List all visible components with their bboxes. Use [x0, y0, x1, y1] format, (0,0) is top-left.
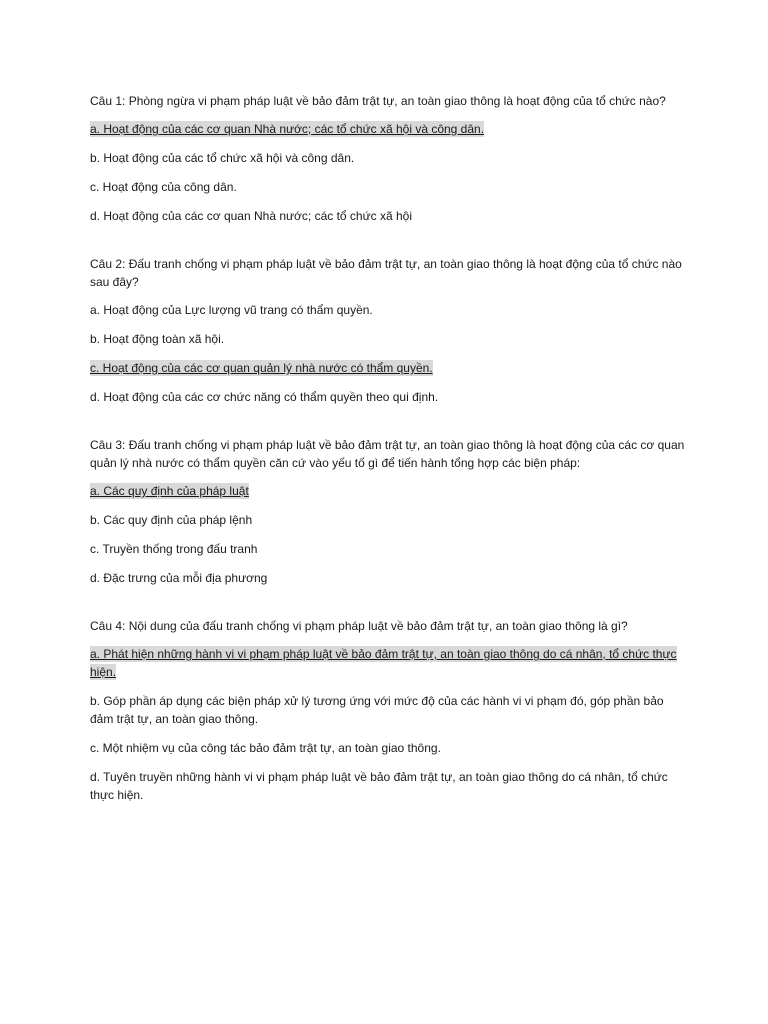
question-block-1	[90, 92, 690, 225]
answer-option-d: d. Hoạt động của các cơ quan Nhà nước; các tổ chức xã hội	[90, 209, 412, 223]
answer-option-d: d. Đặc trưng của mỗi địa phương	[90, 571, 268, 585]
highlighted-correct-answer: a. Hoạt động của các cơ quan Nhà nước; các tổ chức xã hội và công dân.	[90, 122, 485, 136]
question-block-4	[90, 617, 690, 804]
answer-option-d: d. Hoạt động của các cơ chức năng có thẩm quyền theo qui định.	[90, 390, 439, 404]
question-text: Câu 2: Đấu tranh chống vi phạm pháp luật về bảo đảm trật tự, an toàn giao thông là hoạt động của tổ chức nào sau đây?	[90, 257, 682, 289]
question-text: Câu 1: Phòng ngừa vi phạm pháp luật về bảo đảm trật tự, an toàn giao thông là hoạt động của tổ chức nào?	[90, 94, 666, 108]
answer-option-c: c. Hoạt động của công dân.	[90, 180, 237, 194]
question-block-3	[90, 436, 690, 587]
answer-option-a	[90, 482, 690, 500]
answer-option-c: c. Một nhiệm vụ của công tác bảo đảm trật tự, an toàn giao thông.	[90, 741, 441, 755]
answer-option-a	[90, 645, 690, 681]
highlighted-correct-answer: a. Các quy định của pháp luật	[90, 484, 249, 498]
question-text: Câu 3: Đấu tranh chống vi phạm pháp luật về bảo đảm trật tự, an toàn giao thông là hoạt động của các cơ quan quản lý nhà nước có thẩm quyền căn cứ vào yếu tố gì để tiến hành tổng hợp các biện pháp:	[90, 438, 685, 470]
highlighted-correct-answer: c. Hoạt động của các cơ quan quản lý nhà nước có thẩm quyền.	[90, 361, 433, 375]
answer-option-b: b. Hoạt động toàn xã hội.	[90, 332, 225, 346]
answer-option-c	[90, 359, 690, 377]
answer-option-b: b. Góp phần áp dụng các biện pháp xử lý tương ứng với mức độ của các hành vi vi phạm đó, góp phần bảo đảm trật tự, an toàn giao thông.	[90, 694, 664, 726]
document-page	[90, 92, 690, 815]
question-text: Câu 4: Nội dung của đấu tranh chống vi phạm pháp luật về bảo đảm trật tự, an toàn giao thông là gì?	[90, 619, 628, 633]
answer-option-a: a. Hoạt động của Lực lượng vũ trang có thẩm quyền.	[90, 303, 373, 317]
answer-option-d: d. Tuyên truyền những hành vi vi phạm pháp luật về bảo đảm trật tự, an toàn giao thông do cá nhân, tổ chức thực hiện.	[90, 770, 668, 802]
answer-option-a	[90, 120, 690, 138]
answer-option-c: c. Truyền thống trong đấu tranh	[90, 542, 258, 556]
question-block-2	[90, 255, 690, 406]
highlighted-correct-answer: a. Phát hiện những hành vi vi phạm pháp luật về bảo đảm trật tự, an toàn giao thông do cá nhân, tổ chức thực hiện.	[90, 647, 677, 679]
answer-option-b: b. Hoạt động của các tổ chức xã hội và công dân.	[90, 151, 355, 165]
answer-option-b: b. Các quy định của pháp lệnh	[90, 513, 253, 527]
